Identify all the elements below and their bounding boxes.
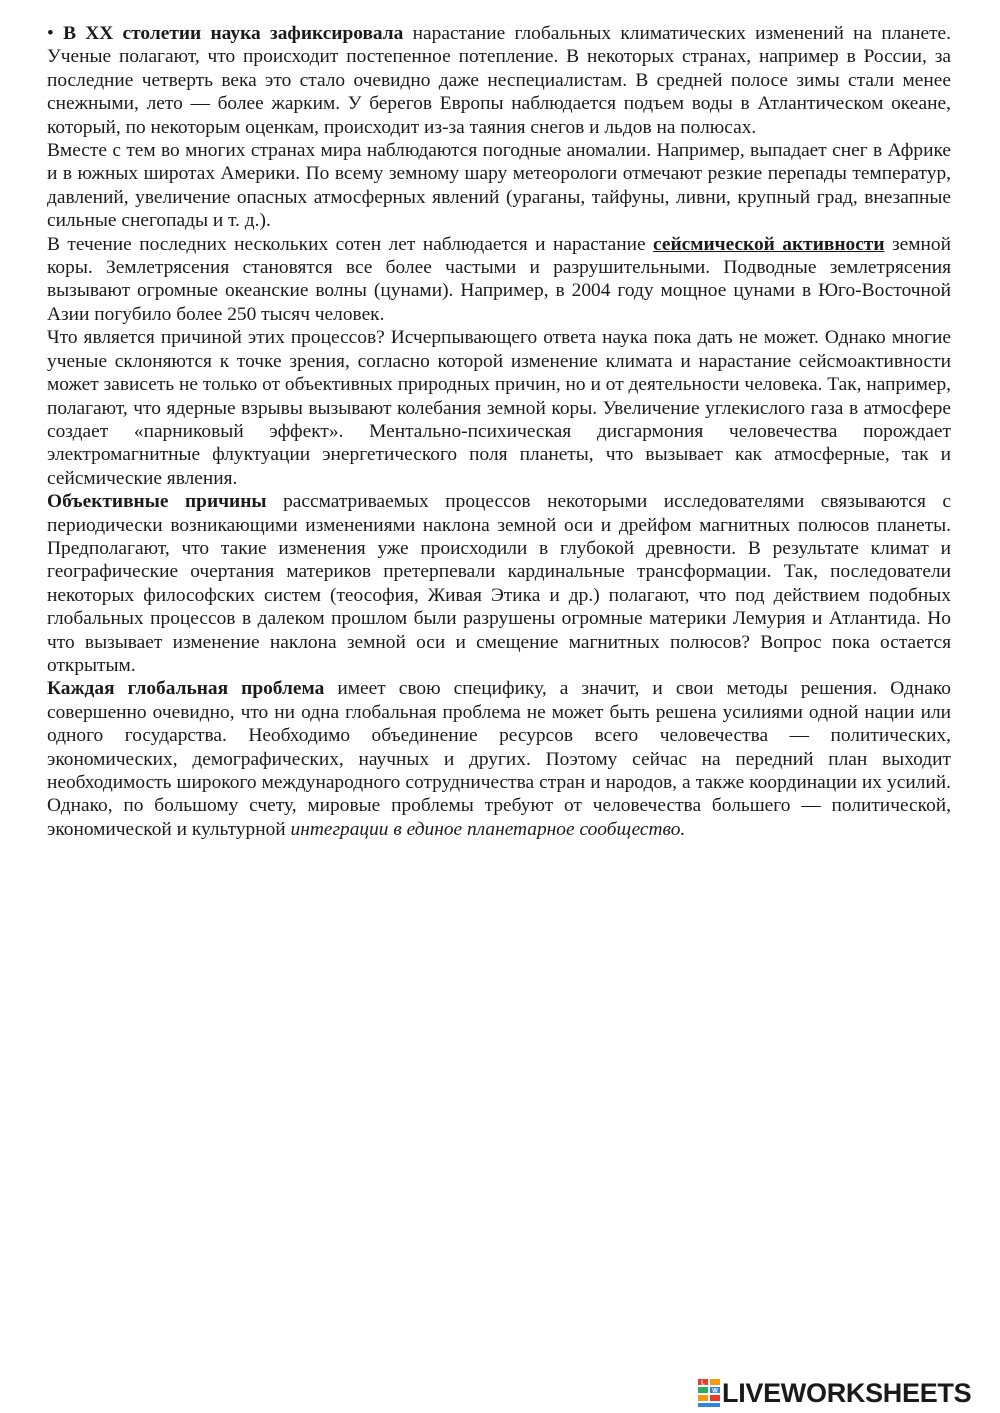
paragraph-global-problem: [47, 677, 951, 841]
paragraph-seismic: [47, 233, 951, 327]
liveworksheets-watermark: [698, 1378, 971, 1408]
document-body: [47, 22, 951, 841]
paragraph-text-pre: В течение последних нескольких сотен лет наблюдается и нарастание: [47, 233, 654, 255]
liveworksheets-brand-text: LIVEWORKSHEETS: [722, 1378, 972, 1408]
svg-text:W: W: [712, 1388, 718, 1395]
paragraph-text: имеет свою специфику, а значит, и свои методы решения. Однако совершенно очевидно, что ни одна глобальная проблема не может быть решена усилиями одной нации или одного государства. Необходимо объединение ресурсов всего человечества — политических, экономических, демографических, научных и других. Поэтому сейчас на передний план выходит необходимость широкого международного сотрудничества стран и народов, а также координации их усилий. Однако, по большому счету, мировые проблемы требуют от человечества большего — политической, экономической и культурной: [47, 678, 951, 840]
paragraph-climate: [47, 22, 951, 139]
lead-phrase-xx-century: В XX столетии наука зафиксировала: [63, 23, 404, 44]
paragraph-objective-causes: [47, 490, 951, 677]
paragraph-text: нарастание глобальных климатических изменений на планете. Ученые полагают, что происходит постепенное потепление. В некоторых странах, например в России, за последние четверть века это стало очевидно даже неспециалистам. В средней полосе зимы стали менее снежными, лето — более жарким. У берегов Европы наблюдается подъем воды в Атлантическом океане, который, по некоторым оценкам, происходит из-за таяния снегов и льдов на полюсах.: [47, 23, 952, 138]
paragraph-causes: [47, 326, 951, 490]
paragraph-anomalies: [47, 139, 951, 233]
paragraph-text: Что является причиной этих процессов? Исчерпывающего ответа наука пока дать не может. Однако многие ученые склоняются к точке зрения, согласно которой изменение климата и нарастание сейсмоактивности может зависеть не только от объективных природных причин, но и от деятельности человека. Так, например, полагают, что ядерные взрывы вызывают колебания земной коры. Увеличение углекислого газа в атмосфере создает «парниковый эффект». Ментально-психическая дисгармония человечества порождает электромагнитные флуктуации энергетического поля планеты, что вызывает как атмосферные, так и сейсмические явления.: [47, 327, 951, 489]
seismic-activity-term: сейсмической активности: [653, 233, 885, 255]
paragraph-text: Вместе с тем во многих странах мира наблюдаются погодные аномалии. Например, выпадает снег в Африке и в южных широтах Америки. По всему земному шару метеорологи отмечают резкие перепады температур, давлений, увеличение опасных атмосферных явлений (ураганы, тайфуны, ливни, крупный град, внезапные сильные снегопады и т. д.).: [47, 140, 951, 232]
lead-phrase-objective-causes: Объективные причины: [47, 491, 267, 513]
svg-text:L: L: [701, 1380, 705, 1387]
liveworksheets-logo-icon: [698, 1379, 720, 1407]
lead-phrase-global-problem: Каждая глобальная проблема: [47, 678, 325, 700]
bullet: •: [47, 23, 54, 44]
paragraph-text: рассматриваемых процессов некоторыми исследователями связываются с периодически возникающими изменениями наклона земной оси и дрейфом магнитных полюсов планеты. Предполагают, что такие изменения уже происходили в глубокой древности. В результате климат и географические очертания материков претерпевали кардинальные трансформации. Так, последователи некоторых философских систем (теософия, Живая Этика и др.) полагают, что под действием подобных глобальных процессов в далеком прошлом были разрушены огромные материки Лемурия и Атлантида. Но что вызывает изменение наклона земной оси и смещение магнитных полюсов? Вопрос пока остается открытым.: [47, 491, 951, 676]
paragraph-text-post: земной коры. Землетрясения становятся все более частыми и разрушительными. Подводные землетрясения вызывают огромные океанские волны (цунами). Например, в 2004 году мощное цунами в Юго-Восточной Азии погубило более 250 тысяч человек.: [47, 233, 951, 325]
italic-integration-phrase: интеграции в единое планетарное сообщество.: [290, 818, 686, 840]
